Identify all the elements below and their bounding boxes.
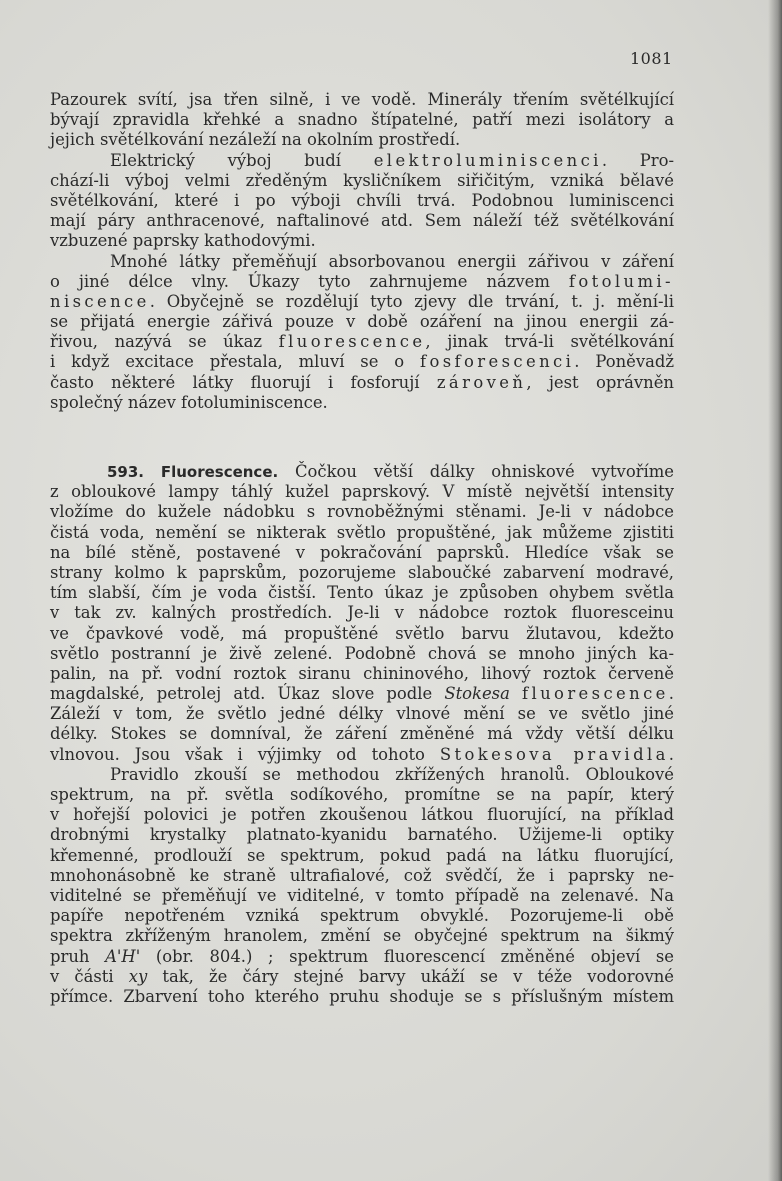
text-line: bývají zpravidla křehké a snadno štípatelné, patří mezi isolátory a (50, 110, 674, 130)
page-edge-shadow (768, 0, 782, 1181)
text-line: magdalské, petrolej atd. Úkaz slove podle Stokesa fluorescence. (50, 684, 674, 704)
text-line: mnohonásobně ke straně ultrafialové, což svědčí, že i paprsky ne- (50, 865, 674, 885)
text-line: z obloukové lampy táhlý kužel paprskový. V místě největší intensity (50, 482, 674, 502)
text-line: drobnými krystalky platnato-kyanidu barnatého. Užijeme-li optiky (50, 825, 674, 845)
text-line: řivou, nazývá se úkaz fluorescence, jinak trvá-li světélkování (50, 332, 675, 352)
text-line: společný název fotoluminiscence. (50, 392, 328, 412)
text-line: často některé látky fluorují i fosforují zároveň, jest oprávněn (50, 372, 674, 392)
text-line: tím slabší, čím je voda čistší. Tento úkaz je způsoben ohybem světla (50, 583, 674, 603)
spaced-term: fosforescenci (419, 352, 575, 372)
text-line: Elektrický výboj budí elektroluminiscenci. Pro- (110, 150, 674, 170)
spaced-term: fotolumi- (568, 271, 674, 291)
spaced-term: elektroluminiscenci (373, 150, 602, 170)
text-block-top (50, 90, 674, 413)
text-line: niscence. Obyčejně se rozdělují tyto zjevy dle trvání, t. j. mění-li (50, 291, 674, 311)
text-line: spektrum, na př. světla sodíkového, promítne se na papír, který (50, 785, 674, 804)
text-line: spektra zkříženým hranolem, změní se obyčejné spektrum na šikmý (50, 926, 674, 946)
text-line: chází-li výboj velmi zředěným kysličníkem siřičitým, vzniká bělavé (50, 170, 674, 190)
text-line: křemenné, prodlouží se spektrum, pokud padá na látku fluorující, (50, 845, 674, 865)
text-line: viditelné se přeměňují ve viditelné, v tomto případě na zelenavé. Na (50, 885, 674, 905)
text-line: na bílé stěně, postavené v pokračování paprsků. Hledíce však se (50, 542, 674, 562)
text-line: světlo postranní je živě zelené. Podobně chová se mnoho jiných ka- (50, 643, 674, 663)
text-line: vzbuzené paprsky kathodovými. (50, 231, 316, 251)
text-line: pruh A'H' (obr. 804.) ; spektrum fluorescencí změněné objeví se (50, 946, 674, 966)
spaced-term: fluorescence (278, 332, 426, 352)
text-line: v části xy tak, že čáry stejné barvy ukáží se v téže vodorovné (50, 966, 674, 986)
text-line: délky. Stokes se domníval, že záření změněné má vždy větší délku (50, 724, 674, 744)
text-line: mají páry anthracenové, naftalinové atd. Sem náleží též světélkování (50, 211, 674, 231)
page-number: 1081 (630, 49, 673, 68)
text-line: i když excitace přestala, mluví se o fosforescenci. Poněvadž (50, 352, 674, 372)
italic-name: Stokesa (444, 684, 510, 704)
text-line: jejich světélkování nezáleží na okolním prostředí. (50, 130, 461, 150)
text-line: Pazourek svítí, jsa třen silně, i ve vodě. Minerály třením světélkující (50, 90, 674, 109)
spaced-term: fluorescence (521, 684, 669, 704)
text-line: Mnohé látky přeměňují absorbovanou energii zářivou v záření (110, 251, 674, 271)
section-heading: 593. Fluorescence. (107, 463, 279, 481)
spaced-term: niscence (50, 291, 150, 311)
text-line: světélkování, které i po výboji chvíli trvá. Podobnou luminiscenci (50, 190, 674, 210)
text-line: Záleží v tom, že světlo jedné délky vlnové mění se ve světlo jiné (50, 704, 674, 724)
text-line: se přijatá energie zářivá pouze v době ozáření na jinou energii zá- (50, 312, 674, 332)
text-line: Pravidlo zkouší se methodou zkřížených hranolů. Obloukové (110, 764, 674, 784)
spaced-term: zároveň (436, 372, 527, 392)
text-line: v hořejší polovici je potřen zkoušenou látkou fluorující, na příklad (50, 805, 674, 825)
italic-symbol: xy (128, 966, 148, 986)
text-line: vložíme do kužele nádobku s rovnoběžnými stěnami. Je-li v nádobce (50, 502, 674, 522)
text-line: papíře nepotřeném vzniká spektrum obvyklé. Pozorujeme-li obě (50, 906, 674, 926)
text-line: přímce. Zbarvení toho kterého pruhu shoduje se s příslušným místem (50, 986, 674, 1006)
text-line: čistá voda, nemění se nikterak světlo propuštěné, jak můžeme zjistiti (50, 522, 674, 542)
text-line: ve čpavkové vodě, má propuštěné světlo barvu žlutavou, kdežto (50, 623, 674, 643)
section-heading-line: 593. Fluorescence. Čočkou větší dálky ohniskové vytvoříme (107, 462, 675, 481)
text-line: v tak zv. kalných prostředích. Je-li v nádobce roztok fluoresceinu (50, 603, 674, 623)
text-line: strany kolmo k paprskům, pozorujeme slaboučké zabarvení modravé, (50, 562, 674, 582)
text-line: o jiné délce vlny. Úkazy tyto zahrnujeme názvem fotolumi- (50, 271, 674, 291)
text-line: vlnovou. Jsou však i výjimky od tohoto Stokesova pravidla. (50, 744, 674, 764)
spaced-term: Stokesova pravidla (439, 744, 669, 764)
section-593 (50, 462, 674, 1007)
text-line: palin, na př. vodní roztok siranu chininového, lihový roztok červeně (50, 663, 674, 683)
italic-symbol: A'H' (105, 946, 141, 966)
